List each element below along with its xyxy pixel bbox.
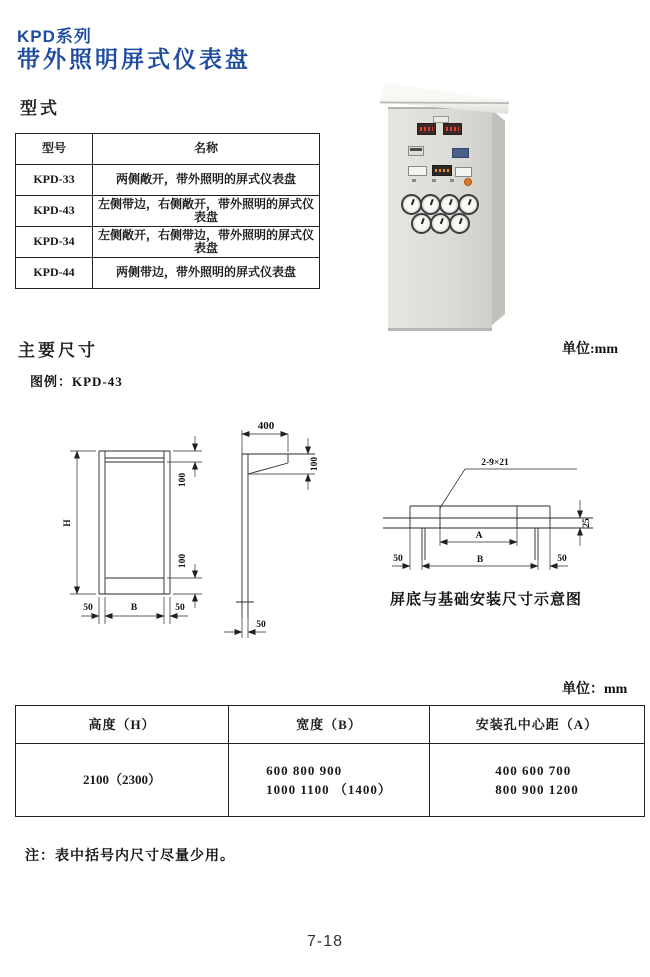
width-col-header: 宽度（B） bbox=[229, 706, 430, 744]
digital-display bbox=[432, 165, 452, 176]
hole-values-cell bbox=[430, 744, 645, 817]
dim-label-400: 400 bbox=[257, 420, 275, 432]
dim-label-top-100: 100 bbox=[178, 472, 188, 488]
table-row bbox=[16, 165, 320, 196]
led-display bbox=[443, 123, 462, 135]
table-row bbox=[16, 227, 320, 258]
base-drawing-caption: 屏底与基础安装尺寸示意图 bbox=[389, 592, 582, 608]
width-values-line2: 1000 1100 （1400） bbox=[266, 782, 392, 797]
round-gauge bbox=[449, 213, 470, 234]
size-table bbox=[15, 705, 645, 817]
round-gauge bbox=[401, 194, 422, 215]
model-table-header-row bbox=[16, 134, 320, 165]
dim-label-base-50: 50 bbox=[256, 620, 266, 630]
model-section-heading: 型式 bbox=[20, 99, 60, 118]
unit-label-top: 单位:mm bbox=[562, 342, 618, 357]
round-gauge bbox=[411, 213, 432, 234]
width-values-cell bbox=[229, 744, 430, 817]
round-gauge bbox=[439, 194, 460, 215]
product-photo bbox=[370, 73, 526, 331]
panel-body bbox=[388, 107, 492, 331]
dim-label-A: A bbox=[475, 531, 483, 541]
model-cell: KPD-44 bbox=[16, 258, 93, 289]
legend-label: 图例：KPD-43 bbox=[30, 374, 123, 389]
hole-col-header: 安装孔中心距（A） bbox=[430, 706, 645, 744]
name-cell: 两侧带边，带外照明的屏式仪表盘 bbox=[93, 258, 320, 289]
series-title: KPD系列 bbox=[17, 27, 92, 46]
panel-side-face bbox=[492, 110, 505, 325]
slot-spec-label: 2-9×21 bbox=[481, 458, 509, 468]
orange-button-icon bbox=[464, 178, 472, 186]
dim-label-base-left-50: 50 bbox=[393, 554, 403, 564]
size-table-header-row bbox=[16, 706, 645, 744]
model-table bbox=[15, 133, 320, 289]
model-col-header: 型号 bbox=[16, 134, 93, 165]
indicator-mark bbox=[450, 179, 454, 182]
name-cell: 两侧敞开，带外照明的屏式仪表盘 bbox=[93, 165, 320, 196]
indicator-mark bbox=[412, 179, 416, 182]
dim-label-B: B bbox=[130, 603, 138, 613]
round-gauge bbox=[458, 194, 479, 215]
dim-label-right-50: 50 bbox=[175, 603, 185, 613]
size-table-data-row bbox=[16, 744, 645, 817]
unit-label-bottom: 单位：mm bbox=[562, 682, 628, 697]
led-digits bbox=[446, 127, 459, 131]
led-digits bbox=[420, 127, 433, 131]
dim-label-left-50: 50 bbox=[83, 603, 93, 613]
panel-meter bbox=[452, 148, 469, 158]
name-cell: 左侧带边，右侧敞开，带外照明的屏式仪表盘 bbox=[93, 196, 320, 227]
height-col-header: 高度（H） bbox=[16, 706, 229, 744]
panel-meter bbox=[408, 146, 424, 156]
table-note: 注：表中括号内尺寸尽量少用。 bbox=[25, 849, 235, 864]
dim-label-base-right-50: 50 bbox=[557, 554, 567, 564]
width-values-line1: 600 800 900 bbox=[266, 762, 343, 778]
name-col-header: 名称 bbox=[93, 134, 320, 165]
side-view-drawing bbox=[212, 406, 322, 651]
model-cell: KPD-33 bbox=[16, 165, 93, 196]
led-display bbox=[417, 123, 436, 135]
brand-logo bbox=[433, 116, 449, 123]
table-row bbox=[16, 196, 320, 227]
page-title: 带外照明屏式仪表盘 bbox=[17, 46, 251, 72]
dim-label-25: 25 bbox=[582, 518, 592, 528]
hole-values-line2: 800 900 1200 bbox=[495, 782, 579, 797]
panel-meter bbox=[408, 166, 427, 176]
dimensions-heading: 主要尺寸 bbox=[18, 341, 98, 360]
table-row bbox=[16, 258, 320, 289]
dim-label-canopy-100: 100 bbox=[310, 456, 320, 472]
name-cell: 左侧敞开，右侧带边，带外照明的屏式仪表盘 bbox=[93, 227, 320, 258]
page-number: 7-18 bbox=[306, 933, 344, 950]
indicator-mark bbox=[432, 179, 436, 182]
model-cell: KPD-43 bbox=[16, 196, 93, 227]
height-values-cell: 2100（2300） bbox=[16, 744, 229, 817]
dim-label-bottom-100: 100 bbox=[178, 553, 188, 569]
round-gauge bbox=[420, 194, 441, 215]
hole-values-line1: 400 600 700 bbox=[495, 762, 572, 778]
model-cell: KPD-34 bbox=[16, 227, 93, 258]
base-mounting-drawing bbox=[365, 448, 610, 583]
front-view-drawing bbox=[52, 406, 227, 651]
dim-label-base-B: B bbox=[476, 555, 484, 565]
round-gauge bbox=[430, 213, 451, 234]
panel-meter bbox=[455, 167, 472, 177]
dim-label-H: H bbox=[63, 519, 73, 527]
